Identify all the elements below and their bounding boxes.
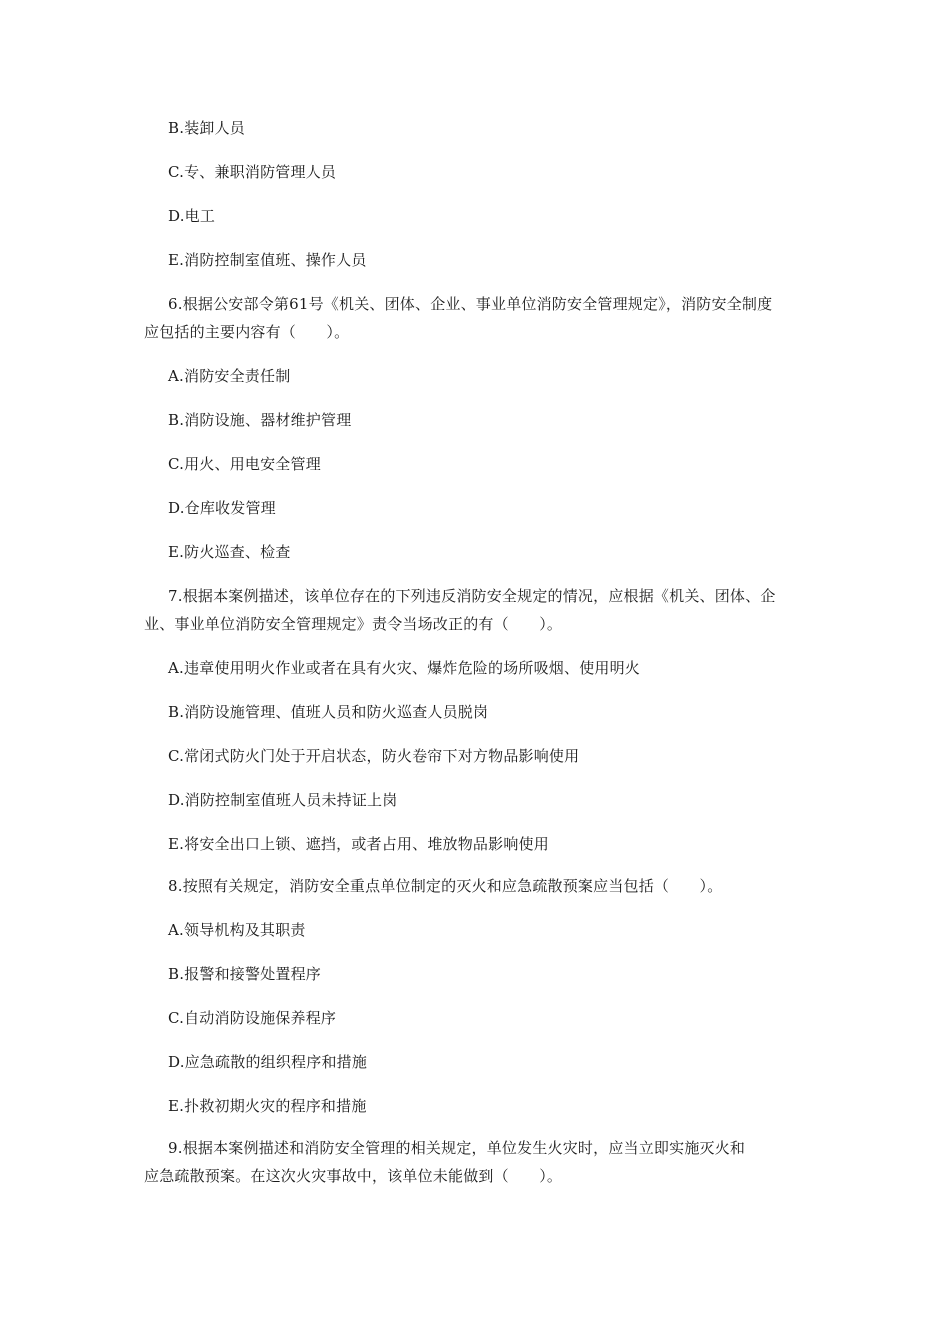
q8-option-d: D.应急疏散的组织程序和措施 [168, 1053, 368, 1071]
q8-option-e: E.扑救初期火灾的程序和措施 [168, 1097, 367, 1115]
option-b-prev: B.装卸人员 [168, 119, 245, 137]
q6-option-d: D.仓库收发管理 [168, 499, 276, 517]
q7-option-c: C.常闭式防火门处于开启状态，防火卷帘下对方物品影响使用 [168, 747, 580, 765]
option-c-prev: C.专、兼职消防管理人员 [168, 163, 337, 181]
question-6-line-2: 应包括的主要内容有（ ）。 [144, 323, 350, 341]
q6-option-e: E.防火巡查、检查 [168, 543, 291, 561]
q6-option-b: B.消防设施、器材维护管理 [168, 411, 352, 429]
question-8-line-1: 8.按照有关规定，消防安全重点单位制定的灭火和应急疏散预案应当包括（ ）。 [168, 877, 723, 895]
q7-option-e: E.将安全出口上锁、遮挡，或者占用、堆放物品影响使用 [168, 835, 549, 853]
q7-option-d: D.消防控制室值班人员未持证上岗 [168, 791, 398, 809]
option-e-prev: E.消防控制室值班、操作人员 [168, 251, 367, 269]
q7-option-b: B.消防设施管理、值班人员和防火巡查人员脱岗 [168, 703, 489, 721]
q7-option-a: A.违章使用明火作业或者在具有火灾、爆炸危险的场所吸烟、使用明火 [168, 659, 641, 677]
question-7-line-1: 7.根据本案例描述，该单位存在的下列违反消防安全规定的情况，应根据《机关、团体、企 [168, 587, 776, 605]
q6-option-a: A.消防安全责任制 [168, 367, 291, 385]
question-7-line-2: 业、事业单位消防安全管理规定》责令当场改正的有（ ）。 [144, 615, 563, 633]
q8-option-a: A.领导机构及其职责 [168, 921, 306, 939]
question-6-line-1: 6.根据公安部令第61号《机关、团体、企业、事业单位消防安全管理规定》，消防安全制度 [168, 295, 773, 313]
question-9-line-1: 9.根据本案例描述和消防安全管理的相关规定，单位发生火灾时，应当立即实施灭火和 [168, 1139, 746, 1157]
question-9-line-2: 应急疏散预案。在这次火灾事故中，该单位未能做到（ ）。 [144, 1167, 563, 1185]
q8-option-c: C.自动消防设施保养程序 [168, 1009, 337, 1027]
option-d-prev: D.电工 [168, 207, 216, 225]
q6-option-c: C.用火、用电安全管理 [168, 455, 321, 473]
q8-option-b: B.报警和接警处置程序 [168, 965, 321, 983]
